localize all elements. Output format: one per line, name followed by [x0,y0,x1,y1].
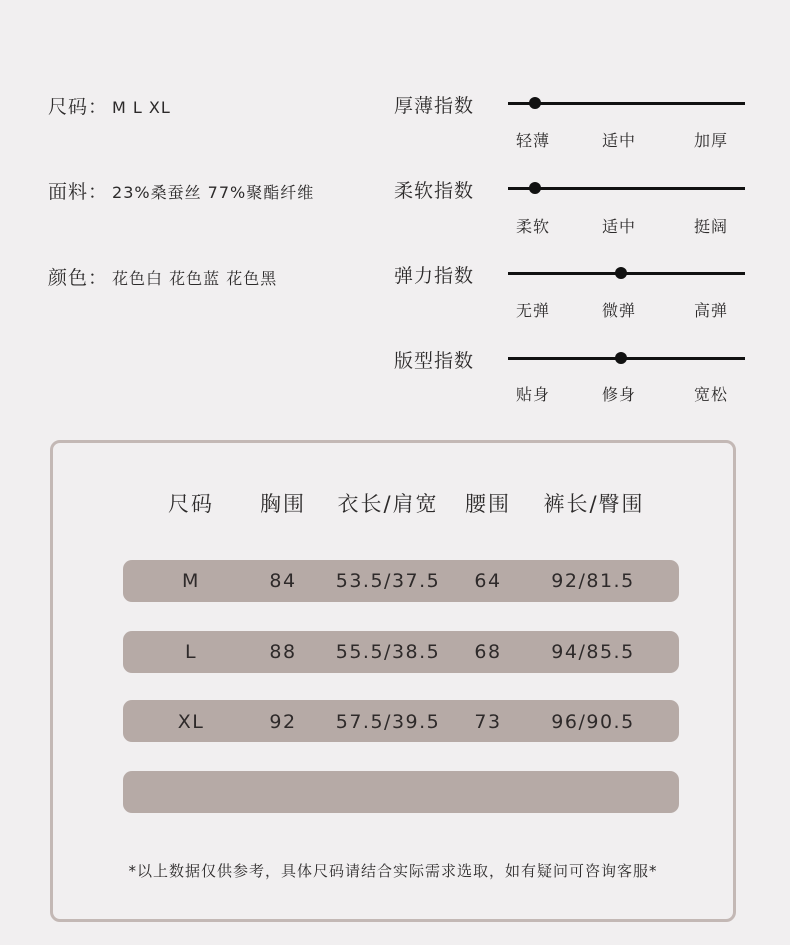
thickness-index-marker [529,97,541,109]
softness-index-label: 柔软指数 [394,180,475,202]
header-length-shoulder: 衣长/肩宽 [337,492,439,516]
attr-size-value: M L XL [112,98,171,117]
table-cell: 84 [269,570,297,592]
table-cell: 53.5/37.5 [335,570,441,592]
table-cell: 57.5/39.5 [335,711,441,733]
elasticity-tick-mid: 微弹 [602,301,637,320]
table-row-empty [123,771,679,813]
header-pants-hip: 裤长/臀围 [543,492,645,516]
attr-color-label: 颜色： [48,267,109,289]
attr-color [48,263,277,290]
table-cell: 64 [474,570,502,592]
softness-tick-high: 挺阔 [694,217,729,236]
table-cell: 94/85.5 [551,641,635,663]
header-chest: 胸围 [260,492,306,516]
fit-index-label: 版型指数 [394,350,475,372]
elasticity-tick-high: 高弹 [694,301,729,320]
thickness-tick-mid: 适中 [602,131,637,150]
fit-index-marker [615,352,627,364]
table-cell: XL [177,711,205,733]
fit-tick-high: 宽松 [694,385,729,404]
thickness-tick-high: 加厚 [694,131,729,150]
table-cell: M [182,570,200,592]
table-cell: L [184,641,198,663]
elasticity-index-label: 弹力指数 [394,265,475,287]
table-cell: 88 [269,641,297,663]
table-cell: 92/81.5 [551,570,635,592]
thickness-index-track [508,102,745,105]
header-waist: 腰围 [465,492,511,516]
elasticity-tick-low: 无弹 [516,301,551,320]
thickness-index-label: 厚薄指数 [394,95,475,117]
table-cell: 55.5/38.5 [335,641,441,663]
attr-fabric-label: 面料： [48,181,109,203]
table-cell: 96/90.5 [551,711,635,733]
header-size: 尺码 [168,492,214,516]
attr-fabric-value: 23%桑蚕丝 77%聚酯纤维 [112,183,315,202]
attr-size [48,92,171,119]
elasticity-index-marker [615,267,627,279]
thickness-tick-low: 轻薄 [516,131,551,150]
softness-tick-mid: 适中 [602,217,637,236]
attr-size-label: 尺码： [48,96,109,118]
table-cell: 68 [474,641,502,663]
attr-color-value: 花色白 花色蓝 花色黑 [112,269,278,288]
attr-fabric [48,177,314,204]
softness-index-track [508,187,745,190]
softness-tick-low: 柔软 [516,217,551,236]
fit-tick-low: 贴身 [516,385,551,404]
table-cell: 92 [269,711,297,733]
softness-index-marker [529,182,541,194]
table-cell: 73 [474,711,502,733]
disclaimer-note: *以上数据仅供参考，具体尺码请结合实际需求选取，如有疑问可咨询客服* [128,862,658,880]
fit-tick-mid: 修身 [602,385,637,404]
